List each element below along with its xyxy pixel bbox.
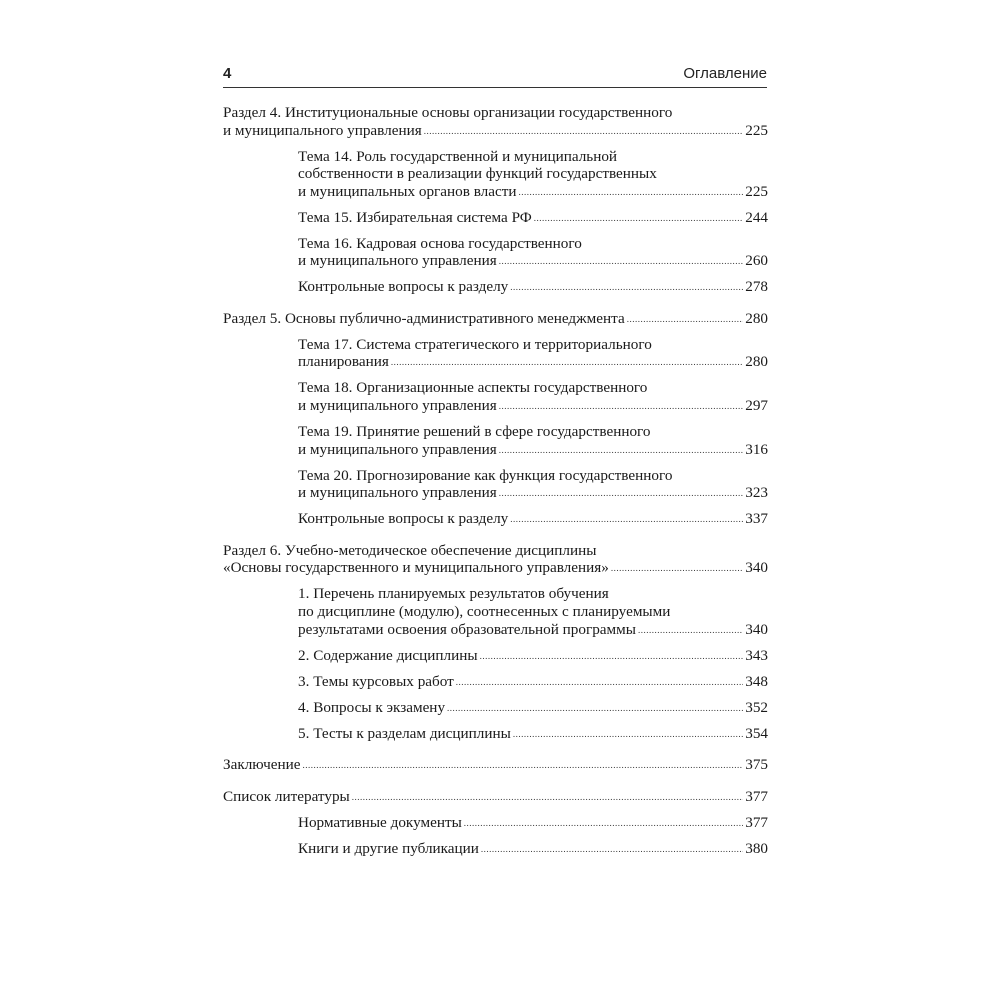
toc-entry-line: Заключение: [223, 756, 301, 774]
toc-subsection-entry: [223, 585, 768, 640]
toc-entry-last-line: [298, 725, 768, 745]
toc-subsection-entry: [223, 725, 768, 745]
toc-entry-last-line: [298, 510, 768, 530]
toc-entry-line: 3. Темы курсовых работ: [298, 672, 454, 690]
dot-leader: [638, 622, 743, 640]
toc-entry-last-line: [298, 183, 768, 203]
toc-page-number: 225: [745, 182, 768, 200]
toc-entry-line: 1. Перечень планируемых результатов обучения: [298, 585, 609, 603]
toc-entry-line: Тема 19. Принятие решений в сфере государственного: [298, 423, 651, 441]
toc-entry-last-line: [298, 278, 768, 298]
toc-page-number: 280: [745, 309, 768, 327]
toc-page-number: 316: [745, 440, 768, 458]
toc-page-number: 337: [745, 510, 768, 528]
dot-leader: [510, 511, 743, 529]
toc-entry-line: собственности в реализации функций государственных: [298, 165, 657, 183]
toc-entry-line: Тема 18. Организационные аспекты государственного: [298, 379, 648, 397]
toc-entry-line: Тема 17. Система стратегического и территориального: [298, 335, 652, 353]
toc-subsection-entry: [223, 814, 768, 834]
toc-page-number: 297: [745, 397, 768, 415]
dot-leader: [447, 700, 743, 718]
toc-subsection-entry: [223, 148, 768, 203]
toc-entry-line: «Основы государственного и муниципального управления»: [223, 559, 609, 577]
dot-leader: [391, 354, 743, 372]
toc-entry-line: Контрольные вопросы к разделу: [298, 510, 509, 528]
toc-entry-line: результатами освоения образовательной программы: [298, 620, 636, 638]
toc-entry-line: 4. Вопросы к экзамену: [298, 698, 446, 716]
toc-entry-line: Книги и другие публикации: [298, 839, 479, 857]
toc-entry-last-line: [298, 621, 768, 641]
toc-section-entry: [223, 310, 768, 330]
toc-section-entry: [223, 756, 768, 776]
toc-entry-last-line: [298, 699, 768, 719]
toc-page-number: 377: [745, 813, 768, 831]
toc-entry-line: и муниципального управления: [298, 397, 497, 415]
dot-leader: [481, 841, 743, 859]
toc-entry-last-line: [298, 209, 768, 229]
toc-subsection-entry: [223, 336, 768, 373]
toc-entry-line: 2. Содержание дисциплины: [298, 646, 478, 664]
toc-entry-line: планирования: [298, 353, 389, 371]
toc-page-number: 323: [745, 484, 768, 502]
toc-entry-line: Тема 15. Избирательная система РФ: [298, 208, 532, 226]
dot-leader: [424, 123, 744, 141]
toc-subsection-entry: [223, 278, 768, 298]
toc-subsection-entry: [223, 699, 768, 719]
toc-subsection-entry: [223, 510, 768, 530]
toc-subsection-entry: [223, 209, 768, 229]
dot-leader: [510, 279, 743, 297]
page-number: 4: [223, 65, 232, 82]
table-of-contents: [223, 104, 768, 859]
running-head: [223, 63, 767, 87]
dot-leader: [513, 726, 743, 744]
toc-entry-last-line: [298, 441, 768, 461]
toc-entry-last-line: [298, 814, 768, 834]
toc-page-number: 380: [745, 839, 768, 857]
toc-page-number: 348: [745, 672, 768, 690]
dot-leader: [499, 485, 744, 503]
dot-leader: [499, 398, 744, 416]
toc-entry-last-line: [223, 788, 768, 808]
toc-entry-last-line: [298, 840, 768, 860]
toc-subsection-entry: [223, 467, 768, 504]
toc-page-number: 225: [745, 121, 768, 139]
toc-subsection-entry: [223, 423, 768, 460]
toc-subsection-entry: [223, 235, 768, 272]
toc-entry-line: и муниципального управления: [298, 252, 497, 270]
toc-entry-last-line: [223, 756, 768, 776]
toc-entry-line: Раздел 6. Учебно-методическое обеспечение дисциплины: [223, 541, 597, 559]
toc-entry-line: Тема 16. Кадровая основа государственного: [298, 234, 582, 252]
dot-leader: [519, 184, 744, 202]
toc-page-number: 375: [745, 756, 768, 774]
toc-entry-line: Тема 20. Прогнозирование как функция государственного: [298, 466, 673, 484]
dot-leader: [499, 253, 744, 271]
toc-page-number: 352: [745, 698, 768, 716]
toc-subsection-entry: [223, 840, 768, 860]
toc-entry-line: и муниципального управления: [223, 121, 422, 139]
toc-entry-last-line: [298, 397, 768, 417]
dot-leader: [627, 311, 744, 329]
toc-entry-line: 5. Тесты к разделам дисциплины: [298, 724, 511, 742]
toc-section-entry: [223, 788, 768, 808]
toc-entry-last-line: [298, 353, 768, 373]
dot-leader: [534, 210, 743, 228]
toc-entry-last-line: [298, 673, 768, 693]
toc-page-number: 278: [745, 278, 768, 296]
dot-leader: [480, 648, 744, 666]
toc-entry-line: и муниципального управления: [298, 440, 497, 458]
toc-entry-line: по дисциплине (модулю), соотнесенных с планируемыми: [298, 602, 671, 620]
toc-page-number: 260: [745, 252, 768, 270]
toc-section-entry: [223, 104, 768, 141]
dot-leader: [499, 442, 744, 460]
toc-entry-last-line: [298, 647, 768, 667]
toc-entry-last-line: [223, 310, 768, 330]
toc-entry-line: Раздел 5. Основы публично-административного менеджмента: [223, 309, 625, 327]
toc-entry-line: Контрольные вопросы к разделу: [298, 278, 509, 296]
dot-leader: [464, 815, 743, 833]
toc-page-number: 244: [745, 208, 768, 226]
toc-page-number: 340: [745, 559, 768, 577]
toc-entry-last-line: [298, 484, 768, 504]
dot-leader: [302, 757, 743, 775]
toc-entry-last-line: [223, 559, 768, 579]
toc-page-number: 340: [745, 620, 768, 638]
toc-page-number: 377: [745, 787, 768, 805]
toc-entry-last-line: [223, 122, 768, 142]
toc-subsection-entry: [223, 379, 768, 416]
toc-section-entry: [223, 542, 768, 579]
toc-page-number: 354: [745, 724, 768, 742]
toc-entry-last-line: [298, 252, 768, 272]
toc-entry-line: Раздел 4. Институциональные основы организации государственного: [223, 104, 673, 121]
toc-page-number: 343: [745, 646, 768, 664]
dot-leader: [352, 789, 743, 807]
toc-page-number: 280: [745, 353, 768, 371]
toc-subsection-entry: [223, 647, 768, 667]
header-rule: [223, 87, 767, 88]
toc-entry-line: Нормативные документы: [298, 813, 462, 831]
toc-entry-line: и муниципальных органов власти: [298, 182, 517, 200]
running-title: Оглавление: [683, 65, 767, 82]
toc-subsection-entry: [223, 673, 768, 693]
toc-entry-line: и муниципального управления: [298, 484, 497, 502]
dot-leader: [456, 674, 743, 692]
toc-entry-line: Список литературы: [223, 787, 350, 805]
dot-leader: [611, 560, 743, 578]
toc-entry-line: Тема 14. Роль государственной и муниципальной: [298, 147, 618, 165]
